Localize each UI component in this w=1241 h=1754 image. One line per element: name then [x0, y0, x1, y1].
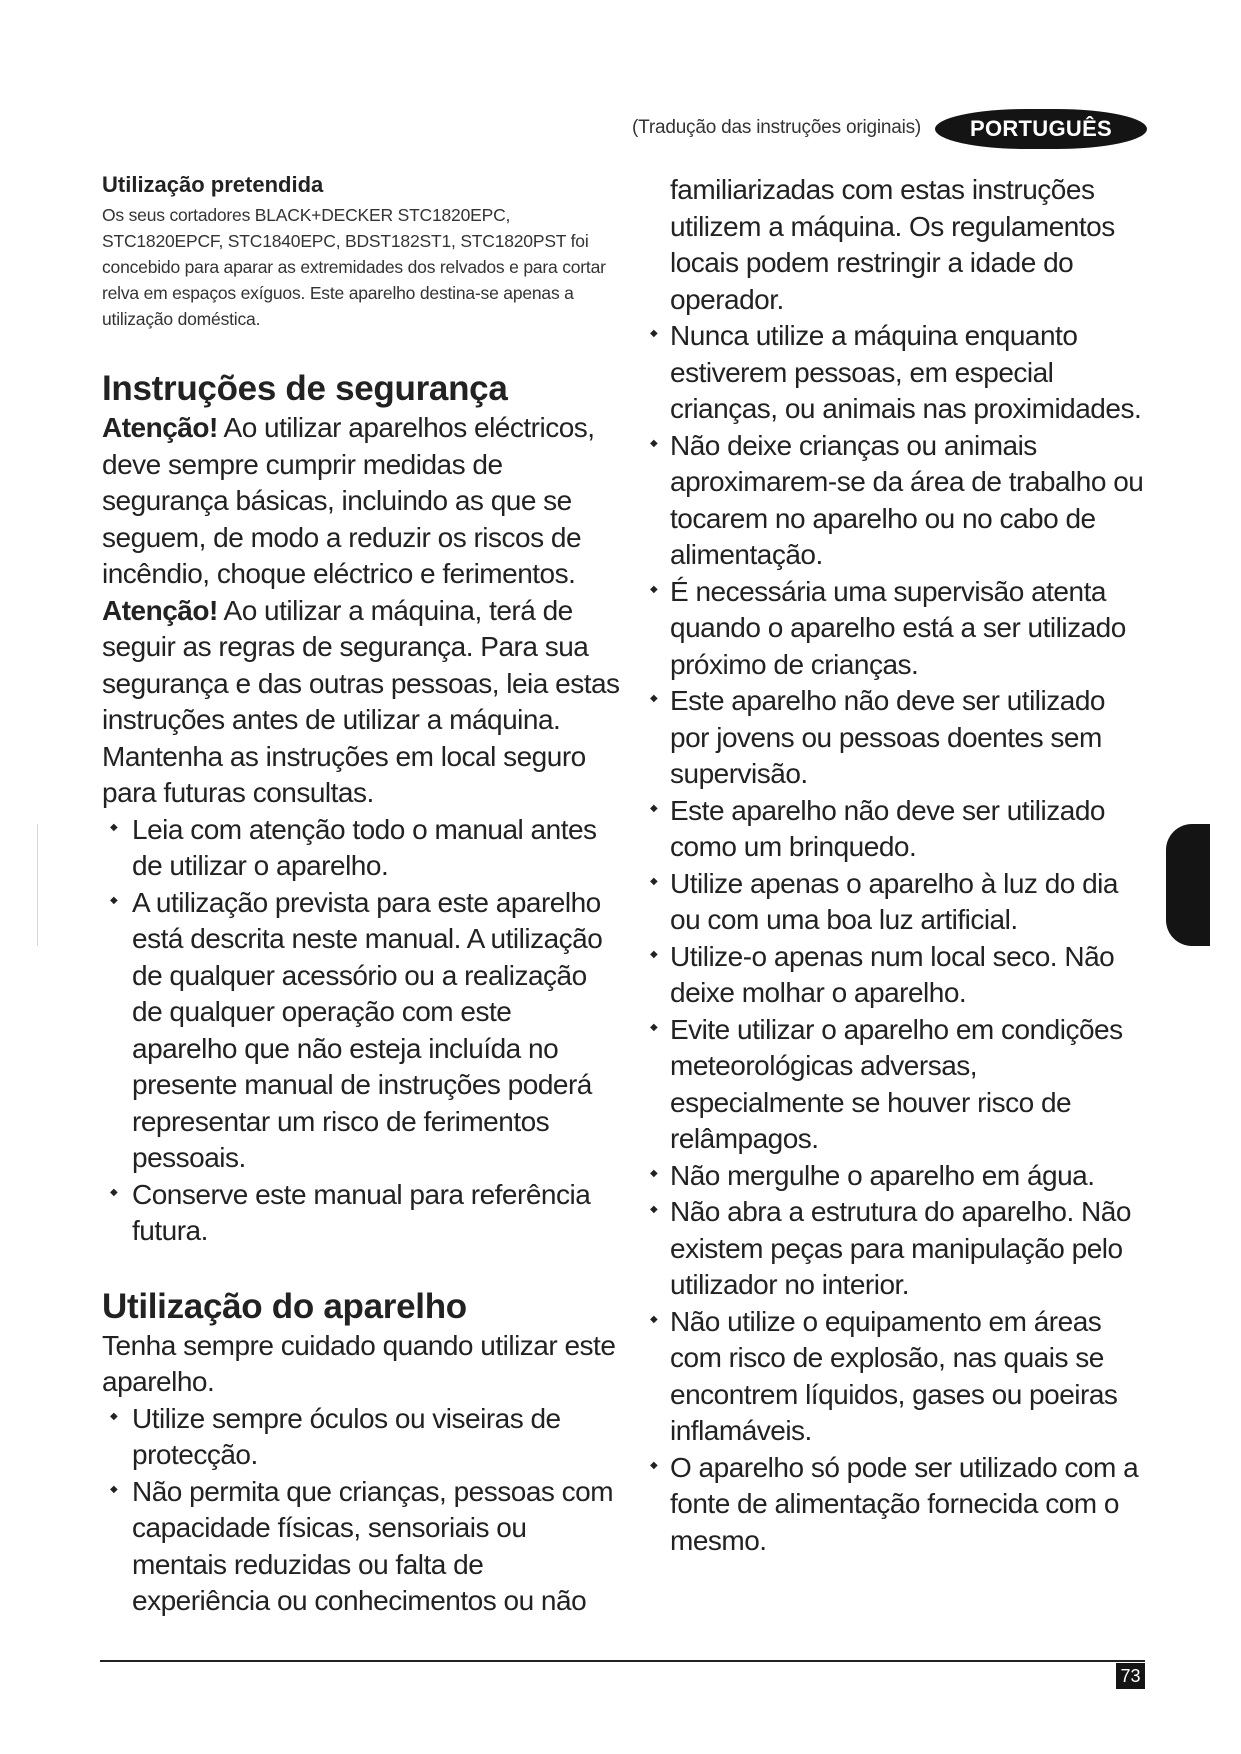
warning-label: Atenção! — [102, 594, 218, 626]
intended-use-text: Os seus cortadores BLACK+DECKER STC1820EPC, STC1820EPCF, STC1840EPC, BDST182ST1, STC1820PST foi concebido para aparar as extremidades dos relvados e para cortar relva em espaços exíguos. Este aparelho destina-se apenas a utilização doméstica. — [102, 205, 606, 329]
right-column — [650, 172, 1150, 1559]
footer-rule — [100, 1660, 1145, 1662]
warning-text: Ao utilizar a máquina, terá de seguir as regras de segurança. Para sua segurança e das outras pessoas, leia estas instruções antes de utilizar a máquina. Mantenha as instruções em local seguro para futuras consultas. — [102, 594, 620, 808]
safety-warning-2 — [102, 593, 622, 812]
warning-text: Ao utilizar aparelhos eléctricos, deve sempre cumprir medidas de segurança básicas, incluindo as que se seguem, de modo a reduzir os riscos de incêndio, choque eléctrico e ferimentos. — [102, 412, 595, 589]
list-item: ◆ A utilização prevista para este aparelho está descrita neste manual. A utilização de qualquer acessório ou a realização de qualquer operação com este aparelho que não esteja incluída no presente manual de instruções poderá representar um risco de ferimentos pessoais. — [102, 885, 622, 1177]
usage-intro: Tenha sempre cuidado quando utilizar este aparelho. — [102, 1329, 616, 1397]
list-item: ◆ Não permita que crianças, pessoas com capacidade físicas, sensoriais ou mentais reduzidas ou falta de experiência ou conhecimentos ou não — [102, 1474, 622, 1620]
warning-label: Atenção! — [102, 412, 218, 443]
section-tab-marker — [1166, 824, 1210, 946]
list-item: ◆ Utilize apenas o aparelho à luz do dia ou com uma boa luz artificial. — [650, 866, 1150, 939]
list-item: ◆ Não utilize o equipamento em áreas com risco de explosão, nas quais se encontrem líquidos, gases ou poeiras inflamáveis. — [650, 1304, 1150, 1450]
translation-note: (Tradução das instruções originais) — [632, 117, 922, 138]
list-item: ◆ Não deixe crianças ou animais aproximarem-se da área de trabalho ou tocarem no aparelho ou no cabo de alimentação. — [650, 428, 1150, 574]
intended-use-title: Utilização pretendida — [102, 172, 324, 197]
list-item: ◆ Conserve este manual para referência futura. — [102, 1177, 622, 1250]
list-item: ◆ Este aparelho não deve ser utilizado como um brinquedo. — [650, 793, 1150, 866]
safety-bullet-list — [102, 812, 622, 1250]
list-item: ◆ Utilize sempre óculos ou viseiras de protecção. — [102, 1401, 622, 1474]
language-badge: PORTUGUÊS — [935, 109, 1147, 149]
usage-title: Utilização do aparelho — [102, 1286, 467, 1326]
left-column — [102, 172, 622, 1620]
safety-warning-1 — [102, 410, 622, 593]
continued-text: familiarizadas com estas instruções utilizem a máquina. Os regulamentos locais podem restringir a idade do operador. — [670, 174, 1115, 315]
list-item: ◆ O aparelho só pode ser utilizado com a fonte de alimentação fornecida com o mesmo. — [650, 1450, 1150, 1560]
list-item: ◆ Não mergulhe o aparelho em água. — [650, 1158, 1150, 1195]
right-bullet-list — [650, 318, 1150, 1559]
margin-rule — [37, 824, 38, 946]
safety-title: Instruções de segurança — [102, 369, 508, 408]
page-number: 73 — [1116, 1663, 1145, 1689]
list-item: ◆ Leia com atenção todo o manual antes de utilizar o aparelho. — [102, 812, 622, 885]
list-item: ◆ Não abra a estrutura do aparelho. Não existem peças para manipulação pelo utilizador no interior. — [650, 1194, 1150, 1304]
list-item: ◆ Nunca utilize a máquina enquanto estiverem pessoas, em especial crianças, ou animais nas proximidades. — [650, 318, 1150, 428]
list-item: ◆ É necessária uma supervisão atenta quando o aparelho está a ser utilizado próximo de crianças. — [650, 574, 1150, 684]
list-item: ◆ Evite utilizar o aparelho em condições meteorológicas adversas, especialmente se houver risco de relâmpagos. — [650, 1012, 1150, 1158]
usage-bullet-list — [102, 1401, 622, 1620]
list-item: ◆ Utilize-o apenas num local seco. Não deixe molhar o aparelho. — [650, 939, 1150, 1012]
list-item: ◆ Este aparelho não deve ser utilizado por jovens ou pessoas doentes sem supervisão. — [650, 683, 1150, 793]
